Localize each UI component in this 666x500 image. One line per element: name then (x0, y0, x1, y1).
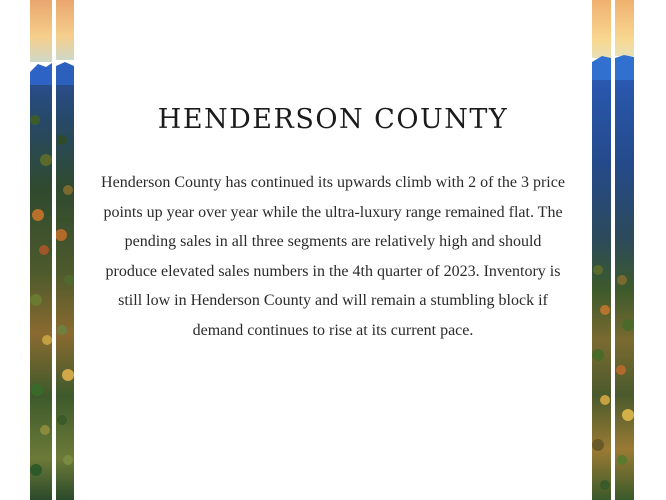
left-landscape-strip-inner (56, 0, 74, 500)
right-landscape-strip-outer (615, 0, 634, 500)
mountain-landscape-image (30, 0, 52, 500)
page-title: HENDERSON COUNTY (157, 104, 509, 135)
right-landscape-strip-inner (592, 0, 611, 500)
left-landscape-strip-outer (30, 0, 52, 500)
county-summary-paragraph: Henderson County has continued its upwards climb with 2 of the 3 price points up year over year while the ultra-luxury range remained flat. The pending sales in all three segments are relatively high and should produce elevated sales numbers in the 4th quarter of 2023. Inventory is still low in Henderson County and will remain a stumbling block if demand continues to rise at its current pace. (101, 174, 565, 339)
mountain-landscape-image (592, 0, 611, 500)
mountain-landscape-image (56, 0, 74, 500)
mountain-landscape-image (615, 0, 634, 500)
